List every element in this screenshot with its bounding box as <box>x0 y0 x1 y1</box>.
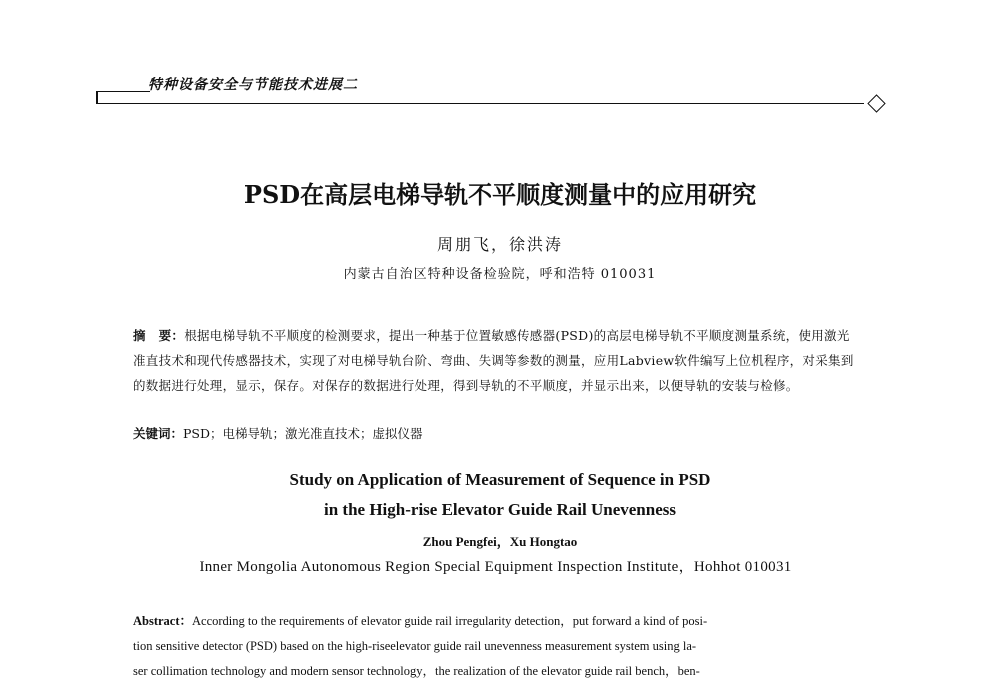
running-header: 特种设备安全与节能技术进展二 <box>148 77 358 93</box>
en-abstract <box>133 609 855 684</box>
cn-keywords-text: PSD；电梯导轨；激光准直技术；虚拟仪器 <box>183 426 423 441</box>
header-rule-long <box>96 103 864 104</box>
diamond-ornament-icon <box>867 94 885 112</box>
en-abstract-line-3: ser collimation technology and modern sensor technology，the realization of the elevator guide rail bench，ben- <box>133 664 700 678</box>
cn-abstract <box>133 323 858 398</box>
en-title-line-1: Study on Application of Measurement of Sequence in PSD <box>289 470 711 489</box>
en-abstract-line-1 <box>133 609 855 634</box>
en-authors: Zhou Pengfei，Xu Hongtao <box>422 534 578 549</box>
en-abstract-label: Abstract： <box>133 614 193 628</box>
en-title-line-2: in the High-rise Elevator Guide Rail Unevenness <box>324 500 676 519</box>
en-abstract-line-1-text: According to the requirements of elevator guide rail irregularity detection，put forward a kind of posi- <box>192 614 708 628</box>
cn-abstract-label: 摘 要： <box>133 328 185 343</box>
cn-abstract-text: 根据电梯导轨不平顺度的检测要求，提出一种基于位置敏感传感器(PSD)的高层电梯导轨不平顺度测量系统，使用激光准直技术和现代传感器技术，实现了对电梯导轨台阶、弯曲、失调等参数的测量，应用Labview软件编写上位机程序，对采集到的数据进行处理，显示，保存。对保存的数据进行处理，得到导轨的不平顺度，并显示出来，以便导轨的安装与检修。 <box>133 328 854 393</box>
en-affiliation: Inner Mongolia Autonomous Region Special Equipment Inspection Institute，Hohhot 010031 <box>199 559 792 575</box>
cn-keywords <box>133 424 423 442</box>
cn-affiliation: 内蒙古自治区特种设备检验院，呼和浩特 010031 <box>343 267 657 282</box>
header-rule-short <box>98 91 150 92</box>
cn-authors: 周朋飞，徐洪涛 <box>436 235 563 254</box>
cn-title: PSD在高层电梯导轨不平顺度测量中的应用研究 <box>243 180 757 209</box>
en-abstract-line-2: tion sensitive detector (PSD) based on the high-riseelevator guide rail unevenness measurement system using la- <box>133 639 697 653</box>
cn-keywords-label: 关键词： <box>133 426 184 441</box>
